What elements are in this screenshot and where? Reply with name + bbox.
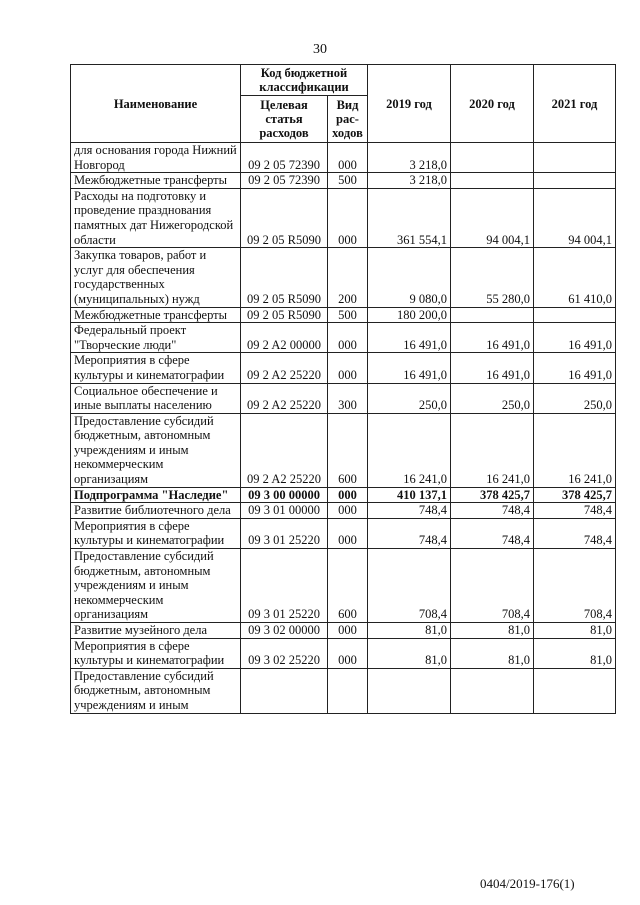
header-code-group: Код бюджетной классификации (241, 65, 368, 96)
cell-2020: 250,0 (451, 383, 534, 413)
cell-target-article: 09 2 A2 00000 (241, 323, 328, 353)
cell-expense-type: 000 (328, 353, 368, 383)
table-row (71, 353, 616, 383)
cell-name: Федеральный проект "Творческие люди" (71, 323, 241, 353)
cell-2020: 378 425,7 (451, 487, 534, 503)
cell-2021: 94 004,1 (534, 188, 616, 247)
cell-name: Предоставление субсидий бюджетным, автономным учреждениям и иным некоммерческим организациям (71, 549, 241, 623)
table-row (71, 668, 616, 713)
cell-expense-type: 000 (328, 623, 368, 639)
cell-target-article: 09 2 A2 25220 (241, 413, 328, 487)
cell-target-article: 09 3 01 25220 (241, 549, 328, 623)
header-name: Наименование (71, 65, 241, 143)
cell-name: Развитие библиотечного дела (71, 503, 241, 519)
cell-name: Мероприятия в сфере культуры и кинематографии (71, 518, 241, 548)
cell-2019: 748,4 (368, 503, 451, 519)
cell-expense-type: 300 (328, 383, 368, 413)
cell-target-article: 09 2 A2 25220 (241, 383, 328, 413)
cell-2020 (451, 143, 534, 173)
cell-target-article: 09 2 05 R5090 (241, 188, 328, 247)
cell-2020: 748,4 (451, 518, 534, 548)
cell-2021: 748,4 (534, 518, 616, 548)
table-row (71, 503, 616, 519)
cell-target-article: 09 3 02 00000 (241, 623, 328, 639)
cell-2019: 410 137,1 (368, 487, 451, 503)
cell-2019: 180 200,0 (368, 307, 451, 323)
cell-2021 (534, 143, 616, 173)
cell-name: для основания города Нижний Новгород (71, 143, 241, 173)
cell-2019: 708,4 (368, 549, 451, 623)
cell-2021: 81,0 (534, 623, 616, 639)
cell-2020: 16 491,0 (451, 323, 534, 353)
cell-expense-type: 000 (328, 188, 368, 247)
table-row (71, 323, 616, 353)
cell-2020: 94 004,1 (451, 188, 534, 247)
cell-2021: 250,0 (534, 383, 616, 413)
cell-2020: 16 491,0 (451, 353, 534, 383)
cell-2020: 81,0 (451, 638, 534, 668)
table-row (71, 549, 616, 623)
cell-target-article: 09 2 05 R5090 (241, 307, 328, 323)
cell-name: Межбюджетные трансферты (71, 173, 241, 189)
cell-name: Подпрограмма "Наследие" (71, 487, 241, 503)
cell-2019: 3 218,0 (368, 143, 451, 173)
cell-2019: 16 241,0 (368, 413, 451, 487)
cell-name: Закупка товаров, работ и услуг для обеспечения государственных (муниципальных) нужд (71, 248, 241, 307)
table-row (71, 487, 616, 503)
cell-expense-type: 000 (328, 487, 368, 503)
cell-expense-type (328, 668, 368, 713)
cell-expense-type: 000 (328, 143, 368, 173)
header-2019: 2019 год (368, 65, 451, 143)
cell-name: Развитие музейного дела (71, 623, 241, 639)
cell-2021: 708,4 (534, 549, 616, 623)
table-row (71, 143, 616, 173)
cell-expense-type: 200 (328, 248, 368, 307)
cell-target-article: 09 3 01 25220 (241, 518, 328, 548)
cell-2021 (534, 307, 616, 323)
cell-2019: 3 218,0 (368, 173, 451, 189)
cell-target-article: 09 2 05 72390 (241, 143, 328, 173)
table-row (71, 173, 616, 189)
cell-2021: 378 425,7 (534, 487, 616, 503)
cell-2019: 81,0 (368, 623, 451, 639)
cell-2020 (451, 173, 534, 189)
cell-2019: 361 554,1 (368, 188, 451, 247)
table-row (71, 638, 616, 668)
cell-2021: 16 491,0 (534, 353, 616, 383)
budget-table (70, 64, 616, 714)
header-expense-type: Вид рас-ходов (328, 96, 368, 143)
document-code: 0404/2019-176(1) (480, 876, 575, 891)
cell-2019: 748,4 (368, 518, 451, 548)
cell-2020: 81,0 (451, 623, 534, 639)
cell-expense-type: 500 (328, 307, 368, 323)
cell-2021: 748,4 (534, 503, 616, 519)
cell-2021: 16 491,0 (534, 323, 616, 353)
cell-expense-type: 000 (328, 323, 368, 353)
cell-2019: 9 080,0 (368, 248, 451, 307)
cell-name: Социальное обеспечение и иные выплаты населению (71, 383, 241, 413)
cell-expense-type: 600 (328, 549, 368, 623)
cell-target-article (241, 668, 328, 713)
cell-2021: 81,0 (534, 638, 616, 668)
table-body (71, 143, 616, 714)
table-row (71, 188, 616, 247)
cell-name: Межбюджетные трансферты (71, 307, 241, 323)
cell-2020 (451, 668, 534, 713)
cell-2019: 250,0 (368, 383, 451, 413)
table-row (71, 248, 616, 307)
cell-target-article: 09 2 A2 25220 (241, 353, 328, 383)
header-target-article: Целевая статья расходов (241, 96, 328, 143)
cell-expense-type: 500 (328, 173, 368, 189)
cell-expense-type: 600 (328, 413, 368, 487)
cell-2020: 708,4 (451, 549, 534, 623)
cell-2019: 16 491,0 (368, 323, 451, 353)
cell-name: Расходы на подготовку и проведение празднования памятных дат Нижегородской области (71, 188, 241, 247)
cell-target-article: 09 2 05 72390 (241, 173, 328, 189)
cell-2020: 748,4 (451, 503, 534, 519)
cell-2021: 16 241,0 (534, 413, 616, 487)
cell-name: Предоставление субсидий бюджетным, автономным учреждениям и иным (71, 668, 241, 713)
cell-target-article: 09 2 05 R5090 (241, 248, 328, 307)
cell-target-article: 09 3 02 25220 (241, 638, 328, 668)
cell-name: Мероприятия в сфере культуры и кинематографии (71, 638, 241, 668)
cell-expense-type: 000 (328, 638, 368, 668)
table-row (71, 413, 616, 487)
cell-name: Предоставление субсидий бюджетным, автономным учреждениям и иным некоммерческим организациям (71, 413, 241, 487)
cell-2021 (534, 668, 616, 713)
cell-2020: 55 280,0 (451, 248, 534, 307)
cell-target-article: 09 3 00 00000 (241, 487, 328, 503)
page-number: 30 (313, 42, 327, 57)
table-row (71, 383, 616, 413)
header-2021: 2021 год (534, 65, 616, 143)
cell-2020 (451, 307, 534, 323)
header-2020: 2020 год (451, 65, 534, 143)
cell-2019: 16 491,0 (368, 353, 451, 383)
cell-expense-type: 000 (328, 518, 368, 548)
cell-2019 (368, 668, 451, 713)
table-row (71, 518, 616, 548)
cell-2019: 81,0 (368, 638, 451, 668)
cell-2021: 61 410,0 (534, 248, 616, 307)
cell-target-article: 09 3 01 00000 (241, 503, 328, 519)
cell-expense-type: 000 (328, 503, 368, 519)
table-row (71, 307, 616, 323)
cell-name: Мероприятия в сфере культуры и кинематографии (71, 353, 241, 383)
table-header (71, 65, 616, 143)
cell-2020: 16 241,0 (451, 413, 534, 487)
table-row (71, 623, 616, 639)
cell-2021 (534, 173, 616, 189)
